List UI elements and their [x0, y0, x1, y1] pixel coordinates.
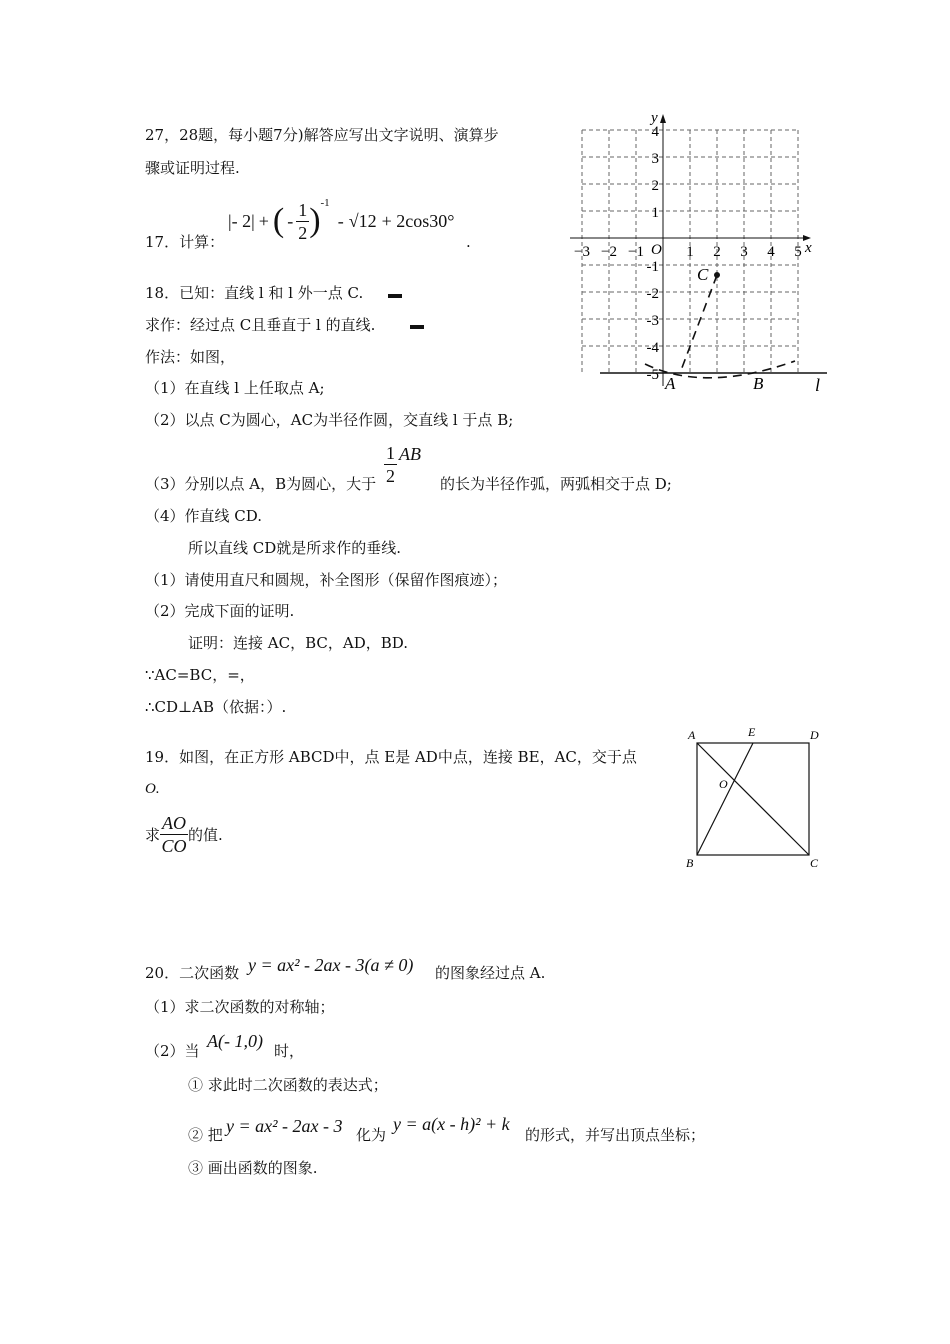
q17-neg: - [287, 210, 294, 231]
q19-ask-pre: 求 [145, 826, 161, 844]
q20-sub-1: （1）求二次函数的对称轴； [145, 998, 335, 1016]
point-b-label: B [753, 374, 764, 393]
x-tick-labels [574, 244, 802, 260]
q18-frac-num: 1 [386, 443, 395, 463]
q18-conclusion: 所以直线 CD就是所求作的垂线. [188, 539, 402, 557]
label-d: D [810, 728, 819, 742]
q18-ab: AB [399, 444, 421, 464]
x-axis-label: x [805, 240, 812, 256]
origin-label: O [651, 242, 662, 258]
q17-close-paren: ) [309, 202, 321, 239]
q18-task-1: （1）请使用直尺和圆规，补全图形（保留作图痕迹）； [145, 571, 508, 589]
q18-step-2: （2）以点 C为圆心，AC为半径作圆，交直线 l 于点 B; [145, 411, 514, 429]
y-tick: 1 [651, 205, 659, 221]
q18-step-3-a: （3）分别以点 A，B为圆心，大于 [145, 475, 377, 493]
q17-end: . [466, 233, 471, 251]
q17-open-paren: ( [272, 202, 285, 239]
point-c-dot [714, 272, 720, 278]
q17-label: 17．计算： [145, 233, 225, 251]
q19-text-2: O. [145, 781, 160, 797]
x-tick: 5 [794, 244, 802, 260]
q17-fraction [296, 199, 309, 244]
q18-task-2: （2）完成下面的证明. [145, 602, 295, 620]
y-tick: -2 [646, 286, 659, 302]
y-tick: -1 [646, 259, 659, 275]
q20-item-1: ① 求此时二次函数的表达式； [188, 1076, 388, 1094]
q20-sub-2-pre: （2）当 [145, 1042, 200, 1060]
square-figure [680, 722, 830, 872]
q17-frac-num: 1 [298, 199, 308, 220]
y-tick: 3 [651, 151, 659, 167]
q19-frac-den: CO [161, 836, 187, 856]
diagonal-ac [697, 743, 809, 855]
q18-method: 作法：如图， [145, 348, 236, 366]
q17-frac-den: 2 [298, 222, 308, 243]
mark-glyph [388, 294, 402, 298]
q18-step-4: （4）作直线 CD. [145, 507, 263, 525]
label-o: O [719, 777, 728, 791]
x-tick: −2 [601, 244, 617, 260]
q20-item-2-expr-2: y = a(x - h)² + k [393, 1114, 510, 1134]
point-c-label: C [697, 265, 709, 284]
label-b: B [686, 856, 694, 870]
q18-requirement: 求作：经过点 C且垂直于 l 的直线. [145, 316, 376, 334]
q20-expr: y = ax² - 2ax - 3(a ≠ 0) [248, 955, 414, 975]
y-tick: 4 [651, 124, 659, 140]
q19-text-1: 19．如图，在正方形 ABCD中，点 E是 AD中点，连接 BE，AC，交于点 [145, 748, 637, 766]
square-labels [686, 725, 819, 870]
x-tick: 3 [740, 244, 748, 260]
x-tick: 1 [686, 244, 694, 260]
q17-exponent: -1 [320, 197, 330, 209]
q20-item-2-expr-1: y = ax² - 2ax - 3 [226, 1116, 343, 1136]
q18-proof-1: 证明：连接 AC，BC，AD，BD. [188, 634, 408, 652]
q18-half-ab [384, 442, 421, 487]
q18-step-1: （1）在直线 l 上任取点 A; [145, 379, 325, 397]
q17-rest: + 2cos30° [381, 210, 455, 231]
x-tick: −1 [628, 244, 644, 260]
q18-frac-den: 2 [386, 466, 395, 486]
y-tick: -3 [646, 313, 659, 329]
q20-intro-post: 的图象经过点 A. [435, 964, 546, 982]
q19-ask [145, 812, 223, 857]
q20-sub-2-post: 时， [274, 1042, 305, 1060]
q17-expression [228, 196, 454, 246]
q20-item-2-post: 的形式，并写出顶点坐标； [525, 1126, 706, 1144]
q18-given: 18．已知：直线 l 和 l 外一点 C. [145, 284, 364, 302]
x-tick: 2 [713, 244, 721, 260]
label-a: A [688, 728, 696, 742]
x-tick: 4 [767, 244, 775, 260]
q20-intro-pre: 20．二次函数 [145, 964, 240, 982]
y-axis-arrow-icon [660, 114, 666, 123]
y-axis-label: y [651, 110, 658, 126]
label-e: E [748, 725, 756, 739]
q20-item-2-pre: ② 把 [188, 1126, 223, 1144]
q20-item-3: ③ 画出函数的图象. [188, 1159, 318, 1177]
q19-ask-post: 的值. [188, 826, 223, 844]
segment-be [697, 743, 753, 855]
y-tick: -5 [646, 367, 659, 383]
line-l-label: l [815, 375, 821, 395]
intro-line-2: 骤或证明过程. [145, 159, 240, 177]
y-tick: -4 [646, 340, 659, 356]
point-a-label: A [665, 374, 676, 393]
coordinate-grid-figure [565, 108, 835, 398]
q20-item-2-mid: 化为 [356, 1126, 387, 1144]
q20-point-a: A(- 1,0) [207, 1031, 263, 1051]
q17-sqrt: √12 [348, 210, 377, 231]
q18-half-fraction [384, 442, 397, 487]
label-c: C [810, 856, 819, 870]
q17-abs: |- 2| [228, 210, 255, 231]
q18-step-3-b: 的长为半径作弧，两弧相交于点 D; [440, 475, 672, 493]
mark-glyph [410, 325, 424, 329]
q18-proof-2: ∵AC=BC，=， [145, 666, 255, 684]
q17-minus: - [337, 210, 344, 231]
q18-proof-3: ∴CD⊥AB（依据：）. [145, 698, 287, 716]
y-tick: 2 [651, 178, 659, 194]
x-tick: −3 [574, 244, 590, 260]
intro-line-1: 27，28题，每小题7分)解答应写出文字说明、演算步 [145, 126, 499, 144]
segment-ca [680, 275, 717, 373]
q19-frac-num: AO [162, 813, 187, 833]
q17-plus: + [258, 210, 269, 231]
q19-fraction [160, 812, 188, 857]
